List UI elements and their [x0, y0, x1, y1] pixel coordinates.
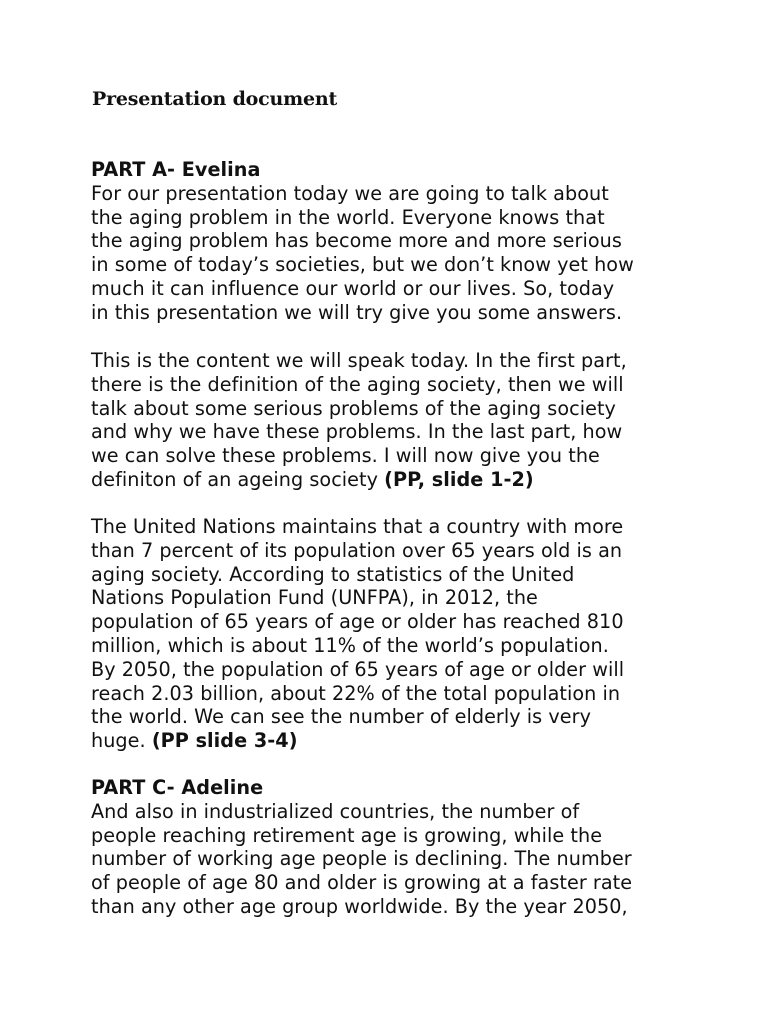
paragraph-line: population of 65 years of age or older has reached 810 — [91, 610, 624, 634]
paragraph-line: in some of today’s societies, but we don’t know yet how — [91, 253, 634, 277]
paragraph-line: By 2050, the population of 65 years of age or older will — [91, 657, 625, 681]
paragraph-line: And also in industrialized countries, the number of — [91, 799, 580, 823]
slide-reference: (PP slide 3-4) — [151, 729, 298, 753]
paragraph-text: definiton of an ageing society — [91, 467, 385, 491]
paragraph-line: in this presentation we will try give you some answers. — [91, 300, 623, 324]
paragraph-line: and why we have these problems. In the last part, how — [91, 420, 623, 444]
paragraph-line: of people of age 80 and older is growing at a faster rate — [91, 871, 633, 895]
paragraph-line: The United Nations maintains that a country with more — [91, 515, 624, 538]
paragraph-line: the aging problem has become more and more serious — [91, 229, 622, 253]
document-title: Presentation document — [92, 88, 338, 110]
paragraph-line: than 7 percent of its population over 65 years old is an — [91, 538, 623, 562]
content-overview-paragraph — [91, 349, 691, 492]
paragraph-line: aging society. According to statistics of the United — [91, 562, 575, 586]
paragraph-line: talk about some serious problems of the aging society — [91, 396, 616, 420]
paragraph-text: huge. — [91, 729, 152, 753]
paragraph-line: people reaching retirement age is growing, while the — [91, 823, 603, 847]
paragraph-line: the world. We can see the number of elderly is very — [91, 705, 591, 729]
paragraph-line: than any other age group worldwide. By the year 2050, — [91, 894, 628, 918]
part-a-section — [91, 158, 691, 325]
paragraph-line: the aging problem in the world. Everyone knows that — [91, 205, 605, 229]
part-c-heading: PART C- Adeline — [91, 776, 264, 799]
paragraph-line: This is the content we will speak today. In the first part, — [91, 349, 627, 372]
paragraph-line: Nations Population Fund (UNFPA), in 2012, the — [91, 586, 538, 610]
part-c-section — [91, 776, 691, 919]
slide-reference: (PP, slide 1-2) — [384, 467, 534, 491]
paragraph-line-with-ref — [91, 729, 691, 753]
paragraph-line: million, which is about 11% of the world’s population. — [91, 633, 609, 657]
paragraph-line: there is the definition of the aging society, then we will — [91, 372, 624, 396]
paragraph-line: For our presentation today we are going to talk about — [91, 181, 609, 205]
paragraph-line: number of working age people is declining. The number — [91, 847, 632, 871]
paragraph-line: we can solve these problems. I will now give you the — [91, 444, 600, 468]
paragraph-line: reach 2.03 billion, about 22% of the total population in — [91, 681, 621, 705]
paragraph-line-with-ref — [91, 468, 691, 492]
part-a-heading: PART A- Evelina — [91, 158, 261, 181]
paragraph-line: much it can influence our world or our lives. So, today — [91, 276, 615, 300]
un-statistics-paragraph — [91, 515, 691, 753]
